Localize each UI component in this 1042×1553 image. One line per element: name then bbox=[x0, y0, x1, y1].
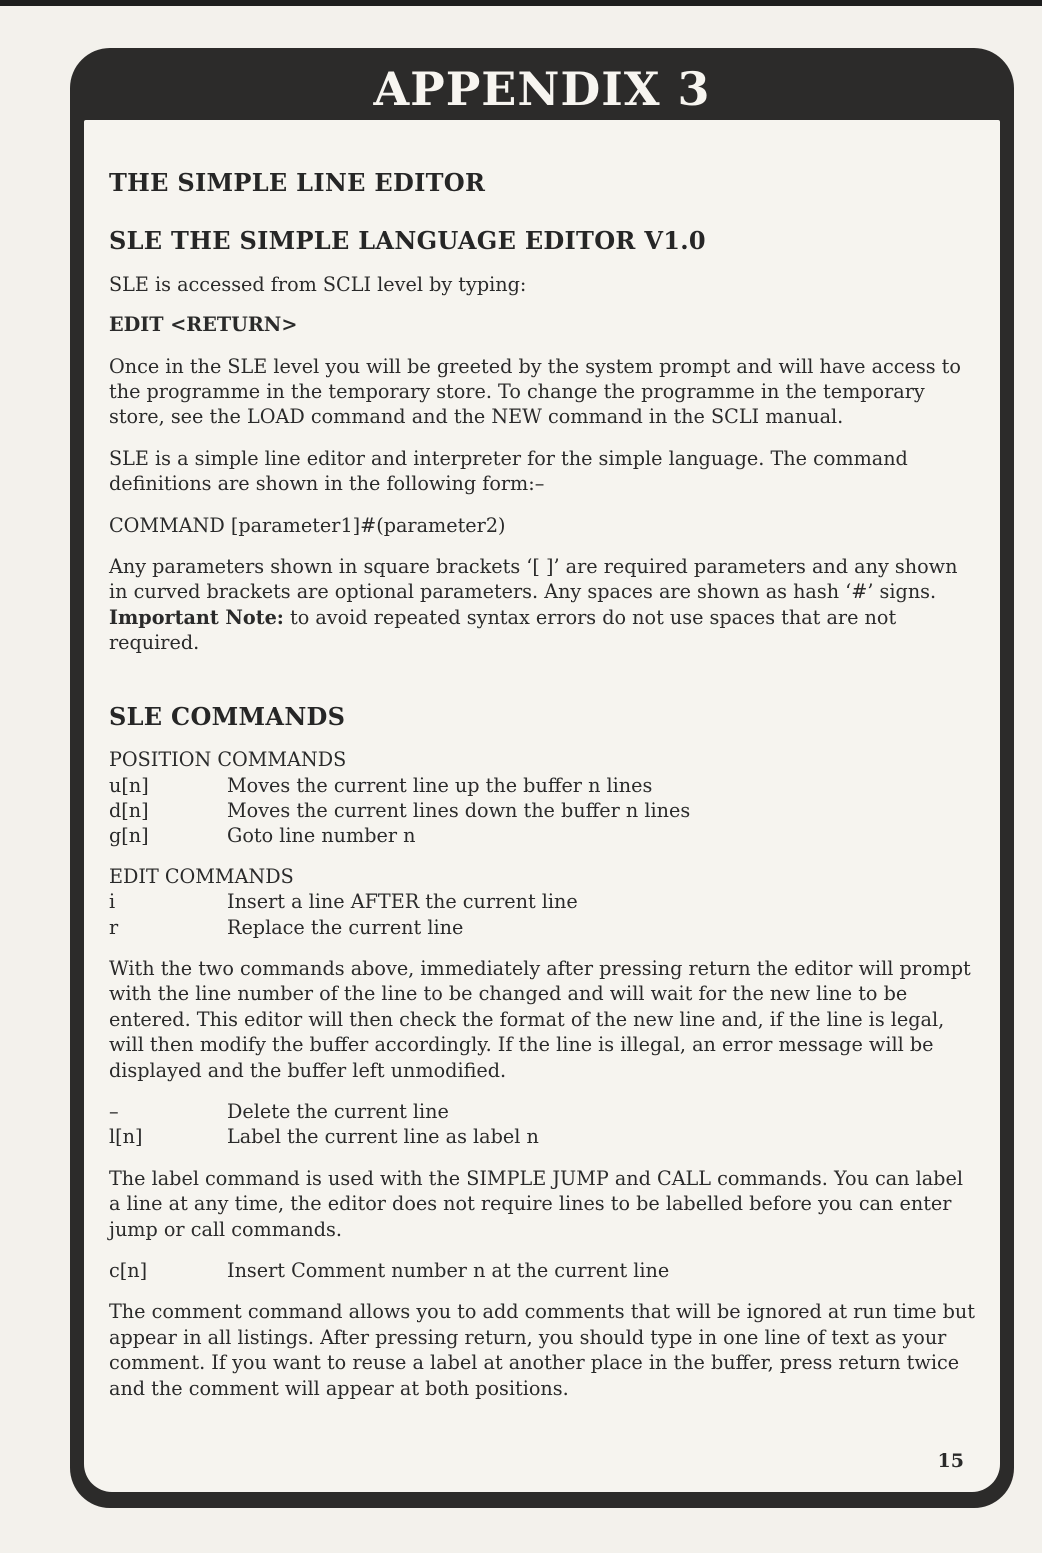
command-row bbox=[109, 773, 979, 798]
important-note-text: to avoid repeated syntax errors do not use spaces that are not required. bbox=[109, 605, 897, 655]
command-description: Delete the current line bbox=[227, 1099, 449, 1123]
appendix-frame bbox=[70, 48, 1014, 1508]
command-name: u[n] bbox=[109, 773, 149, 797]
heading-simple-line-editor: THE SIMPLE LINE EDITOR bbox=[109, 168, 486, 197]
command-name: – bbox=[109, 1099, 119, 1123]
intro-paragraph: SLE is accessed from SCLI level by typing: bbox=[109, 272, 527, 296]
command-description: Insert Comment number n at the current line bbox=[227, 1259, 670, 1282]
position-commands-heading: POSITION COMMANDS bbox=[109, 748, 347, 772]
command-description: Goto line number n bbox=[227, 824, 416, 848]
command-row bbox=[109, 1258, 979, 1283]
scan-top-edge bbox=[0, 0, 1042, 6]
paragraph-edit-behaviour: With the two commands above, immediately after pressing return the editor will prompt with the line number of the line to be changed and will wait for the new line to be entered. This editor will then check the format of the new line and, if the line is legal, will then modify the buffer accordingly. If the line is illegal, an error message will be displayed and the buffer left unmodified. bbox=[109, 956, 971, 1082]
heading-sle-v1: SLE THE SIMPLE LANGUAGE EDITOR V1.0 bbox=[109, 226, 706, 256]
paragraph-label-command: The label command is used with the SIMPLE JUMP and CALL commands. You can label a line at any time, the editor does not require lines to be labelled before you can enter jump or call commands. bbox=[109, 1166, 963, 1241]
command-description: Insert a line AFTER the current line bbox=[227, 890, 578, 914]
command-description: Moves the current lines down the buffer n lines bbox=[227, 798, 691, 822]
command-name: g[n] bbox=[109, 824, 149, 848]
command-name: l[n] bbox=[109, 1125, 143, 1149]
command-row bbox=[109, 823, 979, 848]
command-description: Label the current line as label n bbox=[227, 1125, 539, 1149]
command-row bbox=[109, 889, 979, 914]
heading-sle-commands: SLE COMMANDS bbox=[109, 701, 346, 731]
appendix-title: APPENDIX 3 bbox=[373, 62, 711, 116]
command-name: i bbox=[109, 890, 116, 914]
command-name: d[n] bbox=[109, 798, 149, 822]
parameters-text: Any parameters shown in square brackets ‘[ ]’ are required parameters and any shown in curved brackets are optional parameters. Any spaces are shown as hash ‘#’ signs. bbox=[109, 555, 958, 604]
paragraph-comment-command: The comment command allows you to add comments that will be ignored at run time but appear in all listings. After pressing return, you should type in one line of text as your comment. If you want to reuse a label at another place in the buffer, press return twice and the comment will appear at both positions. bbox=[109, 1300, 975, 1400]
command-name: r bbox=[109, 915, 119, 939]
paragraph-parameters bbox=[109, 554, 979, 656]
command-form: COMMAND [parameter1]#(parameter2) bbox=[109, 513, 506, 537]
command-description: Replace the current line bbox=[227, 915, 464, 939]
command-name: c[n] bbox=[109, 1259, 148, 1282]
page-panel bbox=[84, 120, 1000, 1492]
command-row bbox=[109, 915, 979, 940]
page-number: 15 bbox=[937, 1450, 964, 1472]
command-description: Moves the current line up the buffer n lines bbox=[227, 773, 653, 797]
edit-return-command: EDIT <RETURN> bbox=[109, 313, 298, 337]
command-row bbox=[109, 798, 979, 823]
edit-commands-heading: EDIT COMMANDS bbox=[109, 864, 294, 888]
paragraph-temporary-store: Once in the SLE level you will be greeted by the system prompt and will have access to the programme in the temporary store. To change the programme in the temporary store, see the LOAD command and the NEW command in the SCLI manual. bbox=[109, 354, 961, 429]
command-row bbox=[109, 1124, 979, 1149]
important-note-label: Important Note: bbox=[109, 605, 284, 629]
paragraph-definitions: SLE is a simple line editor and interpreter for the simple language. The command definitions are shown in the following form:– bbox=[109, 446, 908, 496]
command-row bbox=[109, 1099, 979, 1124]
page-content bbox=[109, 170, 979, 1401]
